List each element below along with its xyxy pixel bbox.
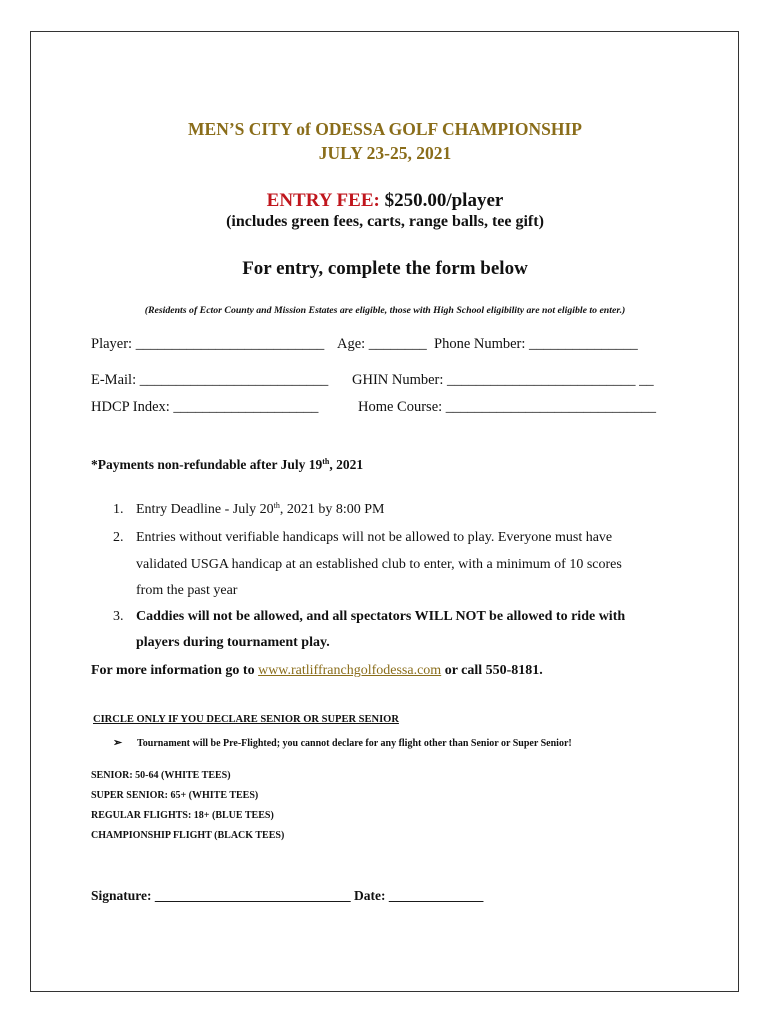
list-item-line: validated USGA handicap at an established club to enter, with a minimum of 10 scores <box>136 557 622 572</box>
age-field[interactable]: Age: ________ <box>337 336 427 352</box>
flight-regular: REGULAR FLIGHTS: 18+ (BLUE TEES) <box>91 810 274 821</box>
deadline-time: , 2021 by 8:00 PM <box>279 502 385 517</box>
payments-year: , 2021 <box>329 457 364 472</box>
more-info <box>91 663 543 679</box>
list-item-line: Caddies will not be allowed, and all spectators WILL NOT be allowed to ride with <box>136 609 626 624</box>
phone-field[interactable]: Phone Number: _______________ <box>434 336 638 352</box>
more-info-text: For more information go to <box>91 663 259 678</box>
website-link[interactable]: www.ratliffranchgolfodessa.com <box>258 663 442 678</box>
preflighted-note: Tournament will be Pre-Flighted; you cannot declare for any flight other than Senior or Super Senior! <box>137 738 572 749</box>
list-number: 1. <box>113 502 124 517</box>
arrow-bullet-icon: ➢ <box>113 737 123 749</box>
list-number: 2. <box>113 530 124 545</box>
payments-note <box>91 457 363 473</box>
eligibility-note: (Residents of Ector County and Mission Estates are eligible, those with High School eligibility are not eligible to enter.) <box>144 305 626 316</box>
ghin-field[interactable]: GHIN Number: __________________________ __ <box>352 372 654 388</box>
list-item-line: players during tournament play. <box>136 635 330 650</box>
list-item-line: from the past year <box>136 583 238 598</box>
flight-championship: CHAMPIONSHIP FLIGHT (BLACK TEES) <box>91 830 285 841</box>
entry-fee-label: ENTRY FEE <box>266 190 374 211</box>
list-item-line: Entries without verifiable handicaps will not be allowed to play. Everyone must have <box>136 530 613 545</box>
flight-senior[interactable]: SENIOR: 50-64 (WHITE TEES) <box>91 770 231 781</box>
list-item <box>136 502 385 518</box>
home-course-field[interactable]: Home Course: _____________________________ <box>358 399 657 415</box>
list-number: 3. <box>113 609 124 624</box>
form-heading: For entry, complete the form below <box>242 258 528 279</box>
page-title: MEN’S CITY of ODESSA GOLF CHAMPIONSHIP <box>188 119 582 139</box>
phone-text: or call 550-8181. <box>441 663 543 678</box>
entry-fee-separator: : <box>373 190 385 211</box>
payments-superscript: th <box>322 457 330 466</box>
email-field[interactable]: E-Mail: __________________________ <box>91 372 329 388</box>
player-field[interactable]: Player: __________________________ <box>91 336 325 352</box>
hdcp-field[interactable]: HDCP Index: ____________________ <box>91 399 319 415</box>
entry-fee <box>0 190 770 212</box>
deadline-superscript: th <box>273 501 280 510</box>
entry-fee-amount: $250.00/player <box>384 190 504 211</box>
senior-heading: CIRCLE ONLY IF YOU DECLARE SENIOR OR SUPER SENIOR <box>93 714 399 725</box>
deadline-text: Entry Deadline - July 20 <box>136 502 274 517</box>
fee-includes: (includes green fees, carts, range balls, tee gift) <box>226 213 544 230</box>
event-dates: JULY 23-25, 2021 <box>318 143 452 163</box>
payments-text: *Payments non-refundable after July 19 <box>91 457 323 472</box>
flight-super-senior[interactable]: SUPER SENIOR: 65+ (WHITE TEES) <box>91 790 259 801</box>
signature-date-line[interactable]: Signature: _____________________________ Date: ______________ <box>91 888 484 903</box>
